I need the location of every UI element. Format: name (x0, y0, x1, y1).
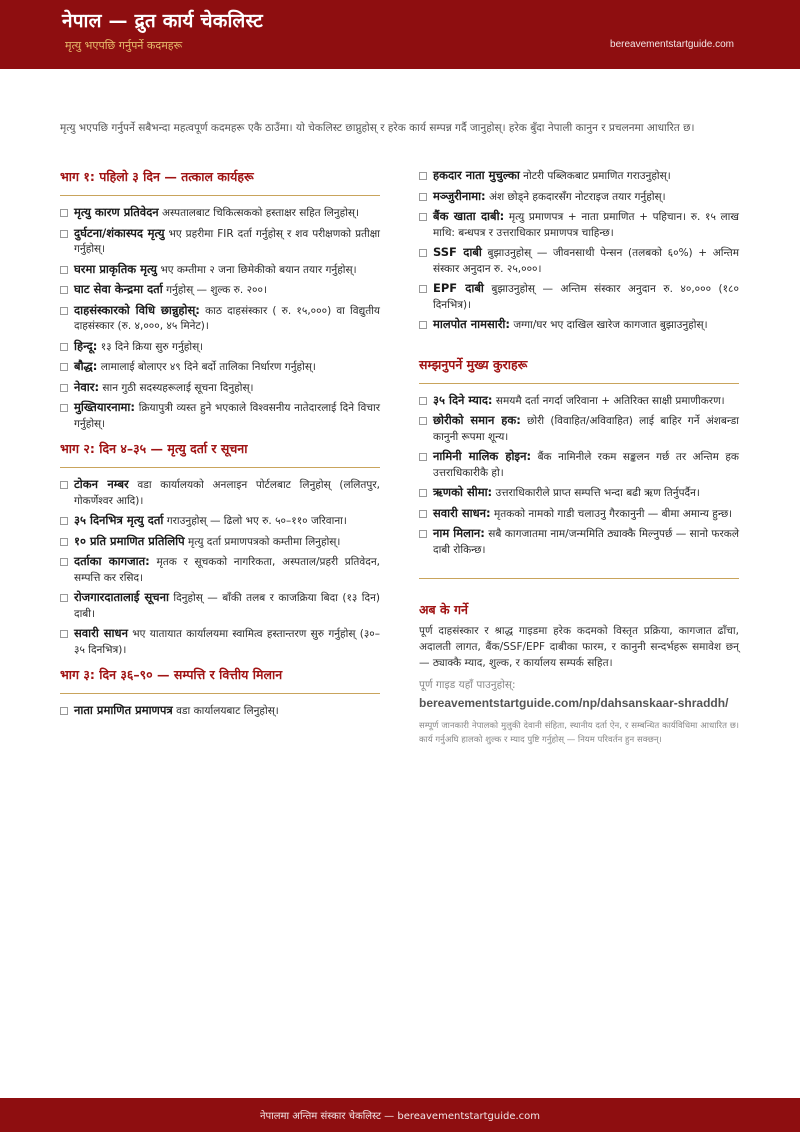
checklist-item (60, 513, 380, 530)
checklist-item (60, 554, 380, 586)
section-title-part-3: भाग ३: दिन ३६–९० — सम्पत्ति र वित्तीय मिलान (60, 666, 380, 694)
checklist-item (60, 590, 380, 622)
checklist-item-label: मृत्यु कारण प्रतिवेदन (74, 205, 159, 219)
checklist-item (419, 526, 739, 558)
checklist-item-label: सवारी साधन (74, 626, 128, 640)
checklist-item-text (433, 485, 739, 502)
checkbox[interactable] (419, 249, 427, 257)
checklist-item-detail: दिनुहोस् — बाँकी तलब र काजक्रिया बिदा (१३ दिन) दाबी। (74, 592, 380, 620)
checklist-item-label: छोरीको समान हक: (433, 413, 521, 427)
checklist-item-text (433, 413, 739, 445)
page-title: नेपाल — द्रुत कार्य चेकलिस्ट (62, 10, 263, 32)
right-column (419, 168, 739, 747)
checklist-item (60, 400, 380, 432)
checklist-item (60, 477, 380, 509)
checklist-item-text (433, 189, 739, 206)
checklist-item-detail: मृत्यु प्रमाणपत्र + नाता प्रमाणित + पहिचान। रु. १५ लाख माथि: बन्धपत्र र उत्तराधिकार प्रमाणपत्र चाहिन्छ। (433, 211, 739, 239)
checklist-item (60, 703, 380, 720)
checklist-item (419, 209, 739, 241)
checklist-item-label: सवारी साधन: (433, 505, 491, 520)
checklist-item-detail: मृत्यु दर्ता प्रमाणपत्रको कम्तीमा लिनुहोस्। (188, 535, 341, 548)
checklist-item-text (74, 303, 380, 335)
checklist-item-detail: समयमै दर्ता नगर्दा जरिवाना + अतिरिक्त साक्षी प्रमाणीकरण। (495, 394, 725, 407)
checklist-item (60, 205, 380, 222)
checklist-item (419, 393, 739, 410)
checklist-item (60, 380, 380, 397)
checkbox[interactable] (60, 404, 68, 412)
checkbox[interactable] (419, 417, 427, 425)
checkbox[interactable] (419, 285, 427, 293)
disclaimer: सम्पूर्ण जानकारी नेपालको मुलुकी देवानी संहिता, स्थानीय दर्ता ऐन, र सम्बन्धित कार्यविधिमा आधारित छ। कार्य गर्नुअघि हालको शुल्क र म्याद पुष्टि गर्नुहोस् — नियम परिवर्तन हुन सक्छन्। (419, 721, 739, 745)
checklist-item (60, 303, 380, 335)
section-title-part-2: भाग २: दिन ४–३५ — मृत्यु दर्ता र सूचना (60, 440, 380, 468)
checklist-item-detail: बैंक नामिनीले रकम सङ्कलन गर्छ तर अन्तिम हक उत्तराधिकारीकै हो। (433, 451, 739, 479)
checklist-item (419, 245, 739, 277)
checklist-item-label: १० प्रति प्रमाणित प्रतिलिपि (74, 533, 185, 548)
checkbox[interactable] (60, 517, 68, 525)
checklist-item-text (433, 449, 739, 481)
checklist-item-detail: छोरी (विवाहित/अविवाहित) लाई बाहिर गर्ने अंशबन्डा कानुनी रूपमा शून्य। (433, 415, 739, 443)
checklist-item-detail: काठ दाहसंस्कार ( रु. १५,०००) वा विद्युतीय दाहसंस्कार (रु. ४,०००, ४५ मिनेट)। (74, 304, 381, 332)
checklist-item-detail: वडा कार्यालयबाट लिनुहोस्। (176, 705, 279, 717)
checklist-item-detail: १३ दिने क्रिया सुरु गर्नुहोस्। (100, 340, 204, 353)
checklist-part-3 (60, 703, 380, 720)
checkbox[interactable] (60, 363, 68, 371)
checkbox[interactable] (60, 343, 68, 351)
checklist-item-label: टोकन नम्बर (74, 477, 129, 491)
checklist-item-detail: जग्गा/घर भए दाखिल खारेज कागजात बुझाउनुहोस्। (513, 319, 708, 331)
checklist-item (419, 317, 739, 334)
checkbox[interactable] (60, 558, 68, 566)
checklist-item-label: मुख्तियारनामा: (74, 400, 136, 414)
checklist-item-text (74, 513, 380, 530)
checklist-item-text (433, 393, 739, 410)
checklist-item-text (433, 281, 739, 313)
checklist-item-detail: लामालाई बोलाएर ४९ दिने बर्दो तालिका निर्धारण गर्नुहोस्। (100, 361, 316, 373)
checklist-item-detail: क्रियापुत्री व्यस्त हुने भएकाले विश्वसनीय नातेदारलाई दिने विचार गर्नुहोस्। (74, 402, 380, 430)
checklist-item-detail: नोटरी पब्लिकबाट प्रमाणित गराउनुहोस्। (523, 170, 671, 182)
divider (419, 578, 739, 579)
page-footer (0, 1098, 800, 1132)
checklist-item-detail: बुझाउनुहोस् — जीवनसाथी पेन्सन (तलबको ६०%) + अन्तिम संस्कार अनुदान रु. २५,०००। (433, 247, 740, 275)
checkbox[interactable] (60, 384, 68, 392)
next-steps-body: पूर्ण दाहसंस्कार र श्राद्ध गाइडमा हरेक कदमको विस्तृत प्रक्रिया, कागजात ढाँचा, अदालती लागत, बैंक/SSF/EPF दाबीका फारम, र कानुनी सन्दर्भहरू समावेश छन् — ठ्याक्कै म्याद, शुल्क, र कार्यालय सम्पर्क सहित। (419, 625, 739, 669)
checklist-item-label: ऋणको सीमा: (433, 485, 493, 499)
checklist-item-label: नाम मिलान: (433, 526, 485, 540)
checklist-item-label: EPF दाबी (433, 281, 484, 295)
checklist-item-label: दुर्घटना/शंकास्पद मृत्यु (74, 225, 165, 240)
checklist-item-detail: मृतक र सूचकको नागरिकता, अस्पताल/प्रहरी प्रतिवेदन, सम्पत्ति कर रसिद। (74, 556, 380, 584)
guide-link[interactable]: bereavementstartguide.com/np/dahsanskaar-shraddh/ (419, 696, 729, 710)
checkbox[interactable] (419, 510, 427, 518)
checklist-item-detail: गर्नुहोस् — शुल्क रु. २००। (166, 284, 267, 296)
checklist-item-text (74, 400, 380, 432)
checklist-item-detail: बुझाउनुहोस् — अन्तिम संस्कार अनुदान रु. ४०,००० (१८० दिनभित्र)। (433, 283, 739, 311)
checkbox[interactable] (60, 307, 68, 315)
section-title-key-points: सम्झनुपर्ने मुख्य कुराहरू (419, 356, 739, 384)
checklist-item-detail: सबै कागजातमा नाम/जन्ममिति ठ्याक्कै मिल्नुपर्छ — सानो फरकले दाबी रोकिन्छ। (433, 528, 739, 556)
checklist-item-text (74, 226, 380, 258)
checklist-item (419, 506, 739, 523)
checklist-item-detail: भए यातायात कार्यालयमा स्वामित्व हस्तान्तरण सुरु गर्नुहोस् (३०–३५ दिनभित्र)। (74, 628, 380, 656)
checklist-item-text (433, 506, 739, 523)
checkbox[interactable] (419, 193, 427, 201)
checklist-item (60, 359, 380, 376)
checklist-part-1 (60, 205, 380, 432)
checkbox[interactable] (419, 489, 427, 497)
checklist-item (60, 226, 380, 258)
checkbox[interactable] (60, 594, 68, 602)
checklist-item-label: नामिनी मालिक होइन: (433, 449, 532, 463)
checkbox[interactable] (419, 172, 427, 180)
checklist-item-label: ३५ दिने म्याद: (433, 392, 493, 407)
checklist-item-text (433, 317, 739, 334)
checklist-item-label: दर्ताका कागजात: (74, 554, 150, 568)
checkbox[interactable] (60, 538, 68, 546)
checkbox[interactable] (419, 530, 427, 538)
header-site-link[interactable]: bereavementstartguide.com (610, 39, 734, 50)
intro-paragraph: मृत्यु भएपछि गर्नुपर्ने सबैभन्दा महत्वपूर्ण कदमहरू एकै ठाउँमा। यो चेकलिस्ट छाप्नुहोस् र हरेक कार्य सम्पन्न गर्दै जानुहोस्। हरेक बुँदा नेपाली कानुन र प्रचलनमा आधारित छ। (60, 122, 695, 134)
checklist-item-label: SSF दाबी (433, 245, 482, 259)
checklist-item-label: नेवार: (74, 379, 100, 394)
checklist-item (419, 485, 739, 502)
checklist-item (60, 534, 380, 551)
checklist-item-label: नाता प्रमाणित प्रमाणपत्र (74, 703, 173, 717)
checkbox[interactable] (419, 397, 427, 405)
checklist-item (419, 413, 739, 445)
checklist-item-text (74, 626, 380, 658)
checklist-item-text (74, 205, 380, 222)
checklist-item-text (74, 477, 380, 509)
checklist-item-label: घाट सेवा केन्द्रमा दर्ता (74, 282, 163, 296)
checklist-item-detail: अंश छोड्ने हकदारसँग नोटराइज तयार गर्नुहोस्। (489, 190, 666, 203)
checklist-key-points (419, 393, 739, 559)
checklist-item-text (74, 359, 380, 376)
checklist-item-text (74, 339, 380, 356)
checklist-item (419, 281, 739, 313)
checkbox[interactable] (60, 481, 68, 489)
checkbox[interactable] (60, 707, 68, 715)
guide-label: पूर्ण गाइड यहाँ पाउनुहोस्: (419, 679, 516, 691)
checklist-item-label: दाहसंस्कारको विधि छान्नुहोस्: (74, 302, 200, 317)
page-subtitle: मृत्यु भएपछि गर्नुपर्ने कदमहरू (65, 39, 183, 52)
checklist-item-text (433, 209, 739, 241)
checklist-item-detail: अस्पतालबाट चिकित्सकको हस्ताक्षर सहित लिनुहोस्। (162, 207, 360, 219)
checklist-item-detail: वडा कार्यालयको अनलाइन पोर्टलबाट लिनुहोस् (ललितपुर, गोकर्णेश्वर आदि)। (74, 479, 380, 507)
checklist-item-label: हिन्दू: (74, 338, 98, 353)
page-header (0, 0, 800, 69)
checkbox[interactable] (60, 266, 68, 274)
checklist-item (419, 168, 739, 185)
footer-text: नेपालमा अन्तिम संस्कार चेकलिस्ट — bereavementstartguide.com (259, 1111, 541, 1122)
checklist-item-label: ३५ दिनभित्र मृत्यु दर्ता (74, 513, 164, 527)
checklist-item-label: रोजगारदातालाई सूचना (74, 590, 169, 604)
checkbox[interactable] (60, 230, 68, 238)
checkbox[interactable] (60, 209, 68, 217)
checklist-item-label: मालपोत नामसारी: (433, 317, 510, 331)
checklist-item-text (433, 526, 739, 558)
checklist-item-text (74, 262, 380, 279)
checklist-item-label: हकदार नाता मुचुल्का (433, 168, 520, 182)
checklist-item-text (74, 282, 380, 299)
checklist-item-detail: भए प्रहरीमा FIR दर्ता गर्नुहोस् र शव परीक्षणको प्रतीक्षा गर्नुहोस्। (74, 227, 380, 255)
checklist-item-text (74, 590, 380, 622)
checklist-item-text (433, 168, 739, 185)
section-title-part-1: भाग १: पहिलो ३ दिन — तत्काल कार्यहरू (60, 168, 380, 196)
checklist-part-2 (60, 477, 380, 658)
checklist-item-label: मञ्जुरीनामा: (433, 188, 486, 203)
checkbox[interactable] (419, 213, 427, 221)
checklist-item-label: घरमा प्राकृतिक मृत्यु (74, 261, 157, 276)
checklist-item-detail: गराउनुहोस् — ढिलो भए रु. ५०–११० जरिवाना। (166, 515, 347, 527)
checklist-item (60, 282, 380, 299)
checklist-part-3-continued (419, 168, 739, 334)
checklist-item (60, 626, 380, 658)
checkbox[interactable] (60, 286, 68, 294)
checkbox[interactable] (419, 321, 427, 329)
checklist-item-text (74, 534, 380, 551)
checklist-item-label: बैंक खाता दाबी: (433, 209, 505, 223)
left-column (60, 168, 380, 724)
checklist-item-detail: सान गुठी सदस्यहरूलाई सूचना दिनुहोस्। (102, 381, 254, 394)
checkbox[interactable] (60, 630, 68, 638)
checklist-item (60, 339, 380, 356)
checklist-item-label: बौद्ध: (74, 359, 98, 373)
checklist-item-detail: भए कम्तीमा २ जना छिमेकीको बयान तयार गर्नुहोस्। (160, 263, 357, 276)
checklist-item-detail: मृतकको नामको गाडी चलाउनु गैरकानुनी — बीमा अमान्य हुन्छ। (493, 507, 733, 520)
checklist-item-text (74, 380, 380, 397)
checklist-item-text (74, 554, 380, 586)
checklist-item-text (74, 703, 380, 720)
checklist-item (60, 262, 380, 279)
checklist-item (419, 449, 739, 481)
checklist-item-detail: उत्तराधिकारीले प्राप्त सम्पत्ति भन्दा बढी ऋण तिर्नुपर्दैन। (495, 487, 700, 499)
checkbox[interactable] (419, 453, 427, 461)
next-steps-title: अब के गर्ने (419, 602, 468, 617)
checklist-item (419, 189, 739, 206)
checklist-item-text (433, 245, 739, 277)
